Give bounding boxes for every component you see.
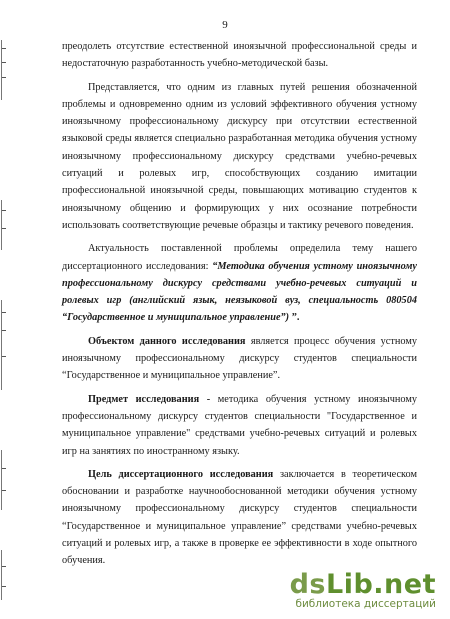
paragraph-subject [62,391,417,460]
document-body [62,38,417,570]
paragraph-1: преодолеть отсутствие естественной иноязычной профессиональной среды и недостаточную разработанность учебно-методической базы. [62,41,417,70]
paragraph-2: Представляется, что одним из главных путей решения обозначенной проблемы и одновременно одним из условий эффективного обучения устному иноязычному профессиональному дискурсу при отсутствии естественной языковой среды является специально разработанная методика обучения устному иноязычному профессиональному дискурсу средствами учебно-речевых ситуаций и ролевых игр, способствующих созданию имитации профессиональной иноязычной среды, повышающих мотивацию студентов к иноязычному общению и формирующих у них осознание потребности использовать соответствующие речевые образцы и тактику речевого поведения. [62,81,417,231]
object-label: Объектом данного исследования [88,335,246,347]
subject-text: методика обучения устному иноязычному профессиональному дискурсу студентов специальности "Государственное и муниципальное управление" средствами учебно-речевых ситуаций и ролевых игр на занятиях по иностранному языку. [62,393,417,457]
paragraph-3-lead: Актуальность поставленной проблемы определила тему нашего диссертационного исследования: [62,243,417,272]
paragraph-object [62,333,417,385]
subject-label: Предмет исследования - [88,393,211,405]
watermark-logo-prefix: ds [289,569,327,600]
watermark-logo-main: Lib.net [326,569,436,600]
paragraph-goal [62,466,417,570]
object-text: является процесс обучения устному иноязычному профессиональному дискурсу студентов специальности “Государственное и муниципальное управление”. [62,335,417,382]
binding-marks [0,0,12,619]
watermark-subtitle: библиотека диссертаций [295,598,436,610]
goal-label: Цель диссертационного исследования [88,468,274,480]
watermark-logo [286,570,436,610]
goal-text: заключается в теоретическом обосновании и разработке научнообоснованной методики обучения устному иноязычному профессиональному дискурсу студентов специальности “Государственное и муниципальное управление” средствами учебно-речевых ситуаций и ролевых игр, а также в проверке ее эффективности в ходе опытного обучения. [62,468,417,567]
watermark-logo-text [286,570,436,600]
topic-closing-quote: ”. [291,312,300,324]
dissertation-topic: “Методика обучения устному иноязычному профессиональному дискурсу средствами учебно-речевых ситуаций и ролевых игр (английский язык, неязыковой вуз, специальность 080504 “Государственное и муниципальное управление”) [62,260,417,324]
page-number: 9 [222,19,228,31]
paragraph-3 [62,240,417,326]
